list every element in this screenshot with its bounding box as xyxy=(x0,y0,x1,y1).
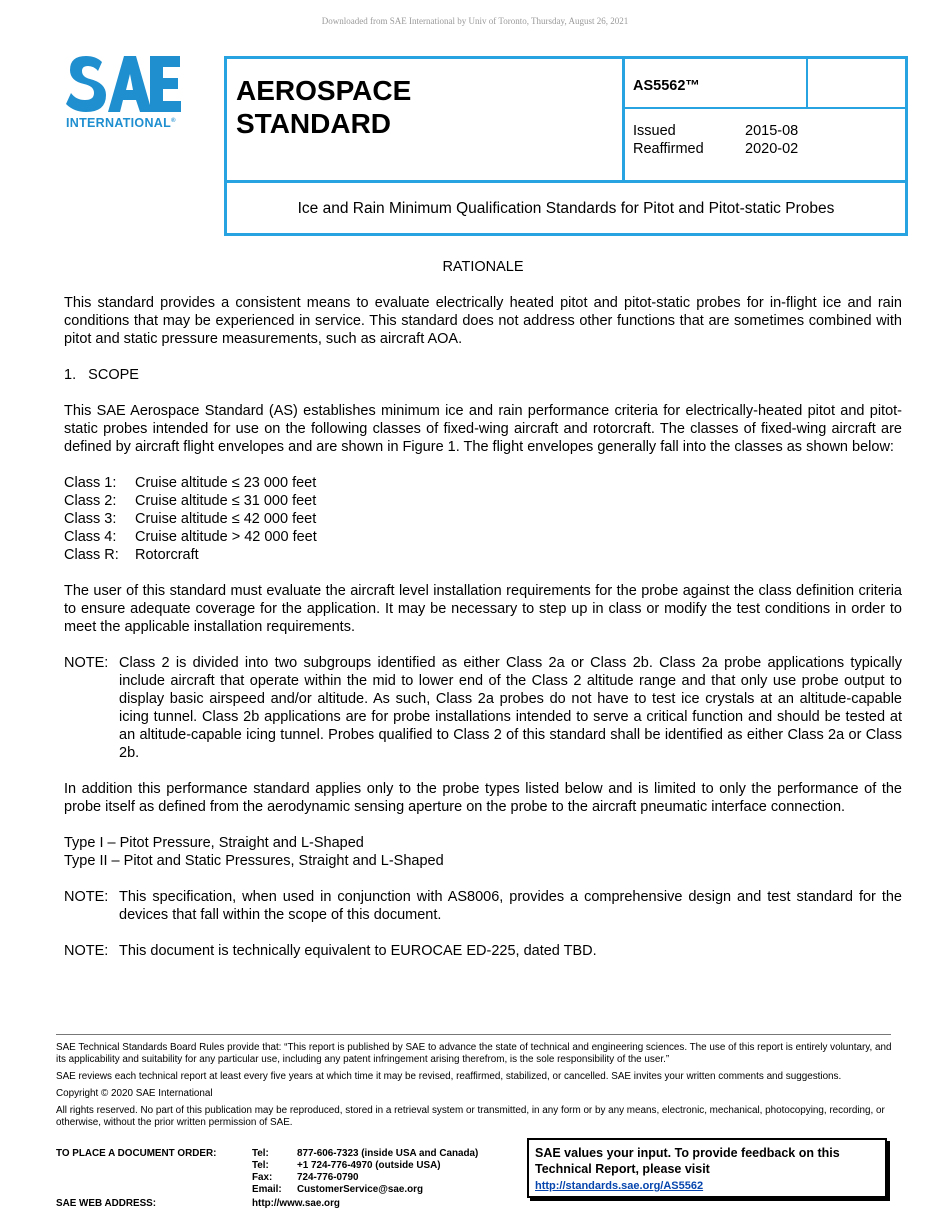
class-list xyxy=(64,474,902,564)
issue-dates: Issued 2015-08 Reaffirmed 2020-02 xyxy=(633,123,799,157)
document-number: AS5562™ xyxy=(633,78,700,94)
document-type-title: AEROSPACE STANDARD xyxy=(236,75,412,139)
footer-rights: All rights reserved. No part of this publication may be reproduced, stored in a retrieval system or transmitted, in any form or by any means, electronic, mechanical, photocopying, recording, or otherwise, without the prior written permission of SAE. xyxy=(56,1105,885,1128)
download-note: Downloaded from SAE International by Univ of Toronto, Thursday, August 26, 2021 xyxy=(321,16,629,26)
document-body xyxy=(64,258,902,960)
user-paragraph: The user of this standard must evaluate the aircraft level installation requirements for the probe against the class definition criteria to ensure adequate coverage for the application. It may be necessary to step up in class or modify the test conditions in order to meet the applicable installation requirements. xyxy=(64,583,902,635)
list-item: Class 1: Cruise altitude ≤ 23 000 feet xyxy=(64,475,317,491)
footer-review: SAE reviews each technical report at least every five years at which time it may be revised, reaffirmed, stabilized, or cancelled. SAE invites your written comments and suggestions. xyxy=(56,1071,842,1082)
addition-paragraph: In addition this performance standard applies only to the probe types listed below and is limited to only the performance of the probe itself as defined from the aerodynamic sensing aperture on the probe to the aircraft pneumatic interface connection. xyxy=(64,781,902,815)
footer-legal xyxy=(56,1042,896,1134)
email-link[interactable]: CustomerService@sae.org xyxy=(297,1184,423,1195)
feedback-link[interactable]: http://standards.sae.org/AS5562 xyxy=(535,1180,704,1192)
list-item: Class 2: Cruise altitude ≤ 31 000 feet xyxy=(64,493,317,509)
footer-rules: SAE Technical Standards Board Rules provide that: “This report is published by SAE to advance the state of technical and engineering sciences. The use of this report is entirely voluntary, and its applicability and suitability for any particular use, including any patent infringement arising therefrom, is the sole responsibility of the user.” xyxy=(56,1042,892,1065)
list-item: Type I – Pitot Pressure, Straight and L-Shaped xyxy=(64,835,364,851)
web-link[interactable]: http://www.sae.org xyxy=(252,1198,340,1209)
web-address: SAE WEB ADDRESS: http://www.sae.org xyxy=(56,1198,340,1209)
list-item: Class 3: Cruise altitude ≤ 42 000 feet xyxy=(64,511,317,527)
sae-logo-mark xyxy=(66,54,182,114)
rationale-heading: RATIONALE xyxy=(442,259,524,275)
contact-list: Tel: 877-606-7323 (inside USA and Canada) Tel: +1 724-776-4970 (outside USA) Fax: 724-776-0790 Email: CustomerService@sae.org xyxy=(252,1148,479,1195)
rationale-paragraph: This standard provides a consistent means to evaluate electrically heated pitot and pitot-static probes for in-flight ice and rain conditions that may be experienced in service. This standard does not address other functions that are sometimes combined with pitot and static pressure measurements, such as aircraft AOA. xyxy=(64,295,902,347)
note-eurocae: NOTE: This document is technically equivalent to EUROCAE ED-225, dated TBD. xyxy=(64,943,597,959)
note-class2: NOTE: Class 2 is divided into two subgroups identified as either Class 2a or Class 2b. Class 2a probe applications typically include aircraft that operate within the mid to lower end of the Class 2 altitude range and that only use probe output to display basic airspeed and/or altitude. As such, Class 2a probes do not have to test ice crystals at an altitude-capable icing tunnel. Class 2b applications are for probe installations intended to serve a critical function and should be tested at an altitude-capable icing tunnel. Probes qualified to Class 2 of this standard shall be identified as either Class 2a or Class 2b. xyxy=(64,655,902,761)
sae-logo xyxy=(66,54,196,130)
header-box xyxy=(224,56,908,236)
footer-copyright: Copyright © 2020 SAE International xyxy=(56,1088,213,1099)
list-item: Type II – Pitot and Static Pressures, Straight and L-Shaped xyxy=(64,853,444,869)
order-label: TO PLACE A DOCUMENT ORDER: xyxy=(56,1148,217,1159)
footer-divider xyxy=(56,1034,891,1035)
note-as8006: NOTE: This specification, when used in conjunction with AS8006, provides a comprehensive design and test standard for the devices that fall within the scope of this document. xyxy=(64,889,902,923)
scope-paragraph: This SAE Aerospace Standard (AS) establishes minimum ice and rain performance criteria for electrically-heated pitot and pitot-static probes intended for use on the following classes of fixed-wing aircraft and rotorcraft. The classes of fixed-wing aircraft are defined by aircraft flight envelopes and are shown in Figure 1. The flight envelopes generally fall into the classes as shown below: xyxy=(64,403,902,455)
document-subtitle: Ice and Rain Minimum Qualification Standards for Pitot and Pitot-static Probes xyxy=(297,200,835,217)
list-item: Class R: Rotorcraft xyxy=(64,547,199,563)
list-item: Class 4: Cruise altitude > 42 000 feet xyxy=(64,529,317,545)
logo-subtitle: INTERNATIONAL® xyxy=(66,116,176,130)
scope-heading: 1. SCOPE xyxy=(64,367,139,383)
feedback-box: SAE values your input. To provide feedback on this Technical Report, please visit http://standards.sae.org/AS5562 xyxy=(527,1138,887,1198)
